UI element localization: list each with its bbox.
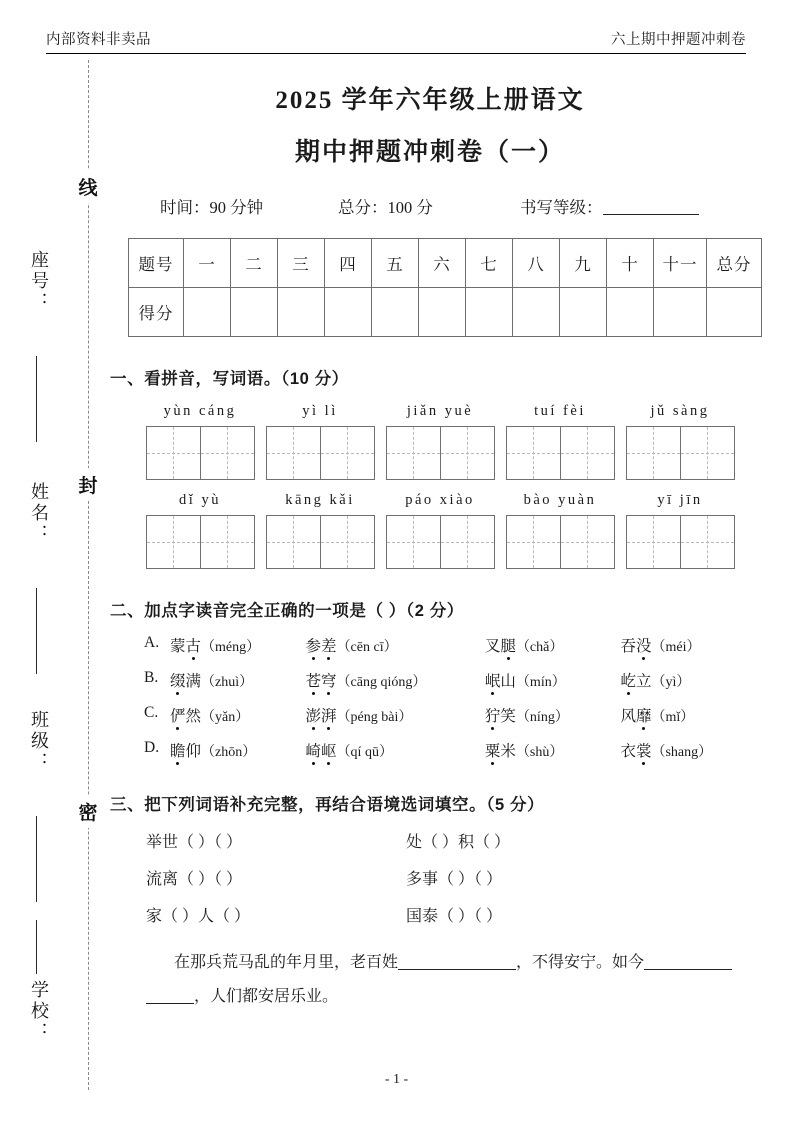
score-table-row-label-2: 得分 [129, 288, 184, 337]
option-b-letter: B. [144, 669, 159, 686]
field-label-school: 学校： [29, 980, 49, 1043]
tianzi-cell[interactable] [321, 516, 374, 568]
score-cell-6[interactable] [419, 288, 466, 337]
dot-mark-char: 狞 [484, 708, 501, 725]
question-1-grid-row-1 [140, 426, 740, 480]
score-col-1: 一 [184, 239, 231, 288]
option-d-item-4: 衣裳（shang） [620, 743, 713, 760]
field-label-class: 班级： [29, 710, 49, 773]
tianzi-cell[interactable] [681, 516, 734, 568]
question-1-grid-row-2 [140, 515, 740, 569]
dot-mark-char: 靡 [635, 708, 652, 725]
question-2-heading: 二、加点字读音完全正确的一项是（ ）（2 分） [110, 602, 464, 620]
option-a-letter: A. [144, 634, 160, 651]
tianzi-cell[interactable] [267, 516, 321, 568]
tianzi-cell[interactable] [561, 516, 614, 568]
option-b-item-2: 苍穹（cāng qióng） [305, 673, 427, 690]
score-col-9: 九 [560, 239, 607, 288]
score-col-4: 四 [325, 239, 372, 288]
dot-mark-char: 腿 [500, 638, 516, 655]
score-col-5: 五 [372, 239, 419, 288]
table-row-question-numbers [129, 239, 762, 288]
pinyin-1-4: tuí fèi [534, 403, 586, 419]
dot-mark-char: 屹 [620, 673, 636, 690]
tianzi-cell[interactable] [627, 427, 681, 479]
header-left-text: 内部资料非卖品 [46, 32, 151, 48]
score-cell-8[interactable] [513, 288, 560, 337]
option-a-item-1: 蒙古（méng） [170, 638, 261, 655]
writing-grid-slot-2-1[interactable] [140, 515, 260, 569]
dot-mark-char: 俨 [170, 708, 186, 725]
pinyin-2-2: kāng kǎi [285, 492, 355, 508]
question-3-idiom-row-3[interactable] [146, 903, 746, 926]
option-c-item-2: 澎湃（péng bài） [305, 708, 413, 725]
tianzi-grid[interactable] [386, 426, 495, 480]
writing-grid-slot-1-3[interactable] [380, 426, 500, 480]
page-footer [0, 1072, 793, 1088]
field-rule-school [36, 920, 37, 974]
option-b-item-3: 岷山（mín） [484, 673, 566, 690]
question-1-pinyin-row-2 [140, 492, 740, 509]
fill-sentence-part-1: 在那兵荒马乱的年月里，老百姓 [174, 954, 399, 971]
question-2-option-a[interactable] [144, 634, 750, 656]
pinyin-1-3: jiǎn yuè [406, 403, 474, 419]
tianzi-cell[interactable] [267, 427, 321, 479]
score-cell-5[interactable] [372, 288, 419, 337]
score-cell-1[interactable] [184, 288, 231, 337]
field-rule-seat-number [36, 356, 37, 442]
pinyin-2-5: yī jīn [657, 492, 703, 508]
score-cell-11[interactable] [654, 288, 707, 337]
option-c-item-1: 俨然（yǎn） [170, 708, 250, 725]
page-title-line1: 2025 学年六年级上册语文 [275, 87, 585, 114]
question-2-option-d[interactable] [144, 739, 750, 761]
tianzi-cell[interactable] [321, 427, 374, 479]
field-rule-class [36, 816, 37, 902]
field-rule-name [36, 588, 37, 674]
tianzi-cell[interactable] [561, 427, 614, 479]
score-col-7: 七 [466, 239, 513, 288]
option-b-item-4: 屹立（yì） [620, 673, 691, 690]
question-3-heading: 三、把下列词语补充完整，再结合语境选词填空。（5 分） [110, 796, 545, 814]
dot-mark-char: 瞻 [170, 743, 186, 760]
tianzi-grid[interactable] [266, 426, 375, 480]
tianzi-cell[interactable] [507, 427, 561, 479]
dot-mark-char: 粟 [484, 743, 501, 760]
tianzi-cell[interactable] [681, 427, 734, 479]
score-cell-4[interactable] [325, 288, 372, 337]
option-c-letter: C. [144, 704, 159, 721]
tianzi-cell[interactable] [147, 516, 201, 568]
tianzi-grid[interactable] [506, 515, 615, 569]
question-3-idiom-row-2[interactable] [146, 866, 746, 889]
question-3-idiom-row-1[interactable] [146, 829, 746, 852]
dot-mark-char: 没 [635, 638, 652, 655]
field-label-name: 姓名： [29, 482, 49, 545]
idiom-1-left[interactable]: 举世（ ）（ ） [146, 834, 243, 851]
dot-mark-char: 崎 [305, 743, 322, 760]
header-right-text: 六上期中押题冲刺卷 [611, 32, 746, 48]
page-title-line2: 期中押题冲刺卷（一） [294, 139, 565, 166]
handwriting-grade-blank[interactable] [603, 198, 699, 216]
question-1-heading: 一、看拼音，写词语。（10 分） [110, 370, 349, 388]
tianzi-grid[interactable] [626, 515, 735, 569]
idiom-2-left[interactable]: 流离（ ）（ ） [146, 871, 243, 888]
score-col-11: 十一 [654, 239, 707, 288]
question-3-fill-sentence [146, 946, 746, 1014]
writing-grid-slot-1-4[interactable] [500, 426, 620, 480]
pinyin-1-1: yùn cáng [163, 403, 237, 419]
score-col-2: 二 [231, 239, 278, 288]
exam-info-row [110, 194, 750, 218]
idiom-1-right[interactable]: 处（ ）积（ ） [406, 834, 511, 851]
seal-dashed-line [88, 60, 89, 1090]
score-table [128, 238, 762, 337]
fill-sentence-part-2: ，不得安宁。如今 [516, 954, 645, 971]
score-cell-total[interactable] [707, 288, 762, 337]
dot-mark-char: 穹 [321, 673, 337, 690]
writing-grid-slot-2-4[interactable] [500, 515, 620, 569]
dot-mark-char: 缀 [170, 673, 186, 690]
tianzi-cell[interactable] [441, 516, 494, 568]
option-b-item-1: 缀满（zhuì） [170, 673, 254, 690]
fill-sentence-part-3: ，人们都安居乐业。 [194, 988, 339, 1005]
idiom-2-right[interactable]: 多事（ ）（ ） [406, 871, 503, 888]
page-number: - 1 - [384, 1072, 409, 1087]
option-c-item-3: 狞笑（níng） [484, 708, 569, 725]
option-a-item-4: 吞没（méi） [620, 638, 701, 655]
tianzi-grid[interactable] [266, 515, 375, 569]
pinyin-2-1: dǐ yù [179, 492, 221, 508]
score-col-total: 总分 [707, 239, 762, 288]
writing-grid-slot-2-2[interactable] [260, 515, 380, 569]
score-col-10: 十 [607, 239, 654, 288]
exam-total-score: 总分：100 分 [338, 198, 433, 217]
dot-mark-char: 湃 [321, 708, 337, 725]
question-1-pinyin-row-1 [140, 403, 740, 420]
option-a-item-2: 参差（cēn cī） [305, 638, 398, 655]
tianzi-grid[interactable] [146, 426, 255, 480]
question-2-option-b[interactable] [144, 669, 750, 691]
option-a-item-3: 叉腿（chǎ） [484, 638, 564, 655]
seal-char-mi: 密 [70, 795, 106, 828]
tianzi-grid[interactable] [626, 426, 735, 480]
option-c-item-4: 风靡（mǐ） [620, 708, 695, 725]
idiom-3-left[interactable]: 家（ ）人（ ） [146, 908, 251, 925]
tianzi-grid[interactable] [386, 515, 495, 569]
tianzi-cell[interactable] [627, 516, 681, 568]
option-d-item-3: 粟米（shù） [484, 743, 564, 760]
score-cell-9[interactable] [560, 288, 607, 337]
option-d-item-2: 崎岖（qí qū） [305, 743, 393, 760]
seal-char-feng: 封 [70, 468, 106, 501]
pinyin-2-4: bào yuàn [523, 492, 597, 508]
fill-blank-2b[interactable] [146, 987, 194, 1004]
score-col-8: 八 [513, 239, 560, 288]
writing-grid-slot-1-2[interactable] [260, 426, 380, 480]
score-col-3: 三 [278, 239, 325, 288]
score-cell-7[interactable] [466, 288, 513, 337]
fill-blank-1[interactable] [398, 953, 516, 970]
pinyin-1-2: yì lì [302, 403, 338, 419]
question-2-option-c[interactable] [144, 704, 750, 726]
score-col-6: 六 [419, 239, 466, 288]
dot-mark-char: 古 [185, 638, 202, 655]
score-table-row-label-1: 题号 [129, 239, 184, 288]
option-d-letter: D. [144, 739, 160, 756]
score-cell-2[interactable] [231, 288, 278, 337]
exam-duration: 时间：90 分钟 [160, 198, 264, 217]
pinyin-1-5: jǔ sàng [650, 403, 710, 419]
tianzi-cell[interactable] [201, 427, 254, 479]
handwriting-grade-label: 书写等级： [520, 198, 603, 217]
dot-mark-char: 差 [321, 638, 337, 655]
score-cell-10[interactable] [607, 288, 654, 337]
writing-grid-slot-1-1[interactable] [140, 426, 260, 480]
exam-sheet [110, 62, 750, 1014]
tianzi-grid[interactable] [506, 426, 615, 480]
dot-mark-char: 岖 [321, 743, 337, 760]
tianzi-grid[interactable] [146, 515, 255, 569]
running-header [46, 28, 746, 54]
idiom-3-right[interactable]: 国泰（ ）（ ） [406, 908, 503, 925]
dot-mark-char: 苍 [305, 673, 322, 690]
score-cell-3[interactable] [278, 288, 325, 337]
tianzi-cell[interactable] [441, 427, 494, 479]
tianzi-cell[interactable] [201, 516, 254, 568]
writing-grid-slot-2-5[interactable] [620, 515, 740, 569]
option-d-item-1: 瞻仰（zhōn） [170, 743, 257, 760]
dot-mark-char: 澎 [305, 708, 322, 725]
writing-grid-slot-1-5[interactable] [620, 426, 740, 480]
dot-mark-char: 参 [305, 638, 322, 655]
dot-mark-char: 裳 [635, 743, 652, 760]
pinyin-2-3: páo xiào [405, 492, 475, 508]
handwriting-grade-field [520, 194, 699, 218]
tianzi-cell[interactable] [507, 516, 561, 568]
tianzi-cell[interactable] [387, 516, 441, 568]
field-label-seat-number: 座号： [29, 250, 49, 313]
dot-mark-char: 岷 [484, 673, 501, 690]
table-row-scores [129, 288, 762, 337]
tianzi-cell[interactable] [147, 427, 201, 479]
seal-margin [0, 60, 110, 1090]
seal-char-xian: 线 [70, 170, 106, 203]
fill-blank-2a[interactable] [644, 953, 732, 970]
writing-grid-slot-2-3[interactable] [380, 515, 500, 569]
tianzi-cell[interactable] [387, 427, 441, 479]
